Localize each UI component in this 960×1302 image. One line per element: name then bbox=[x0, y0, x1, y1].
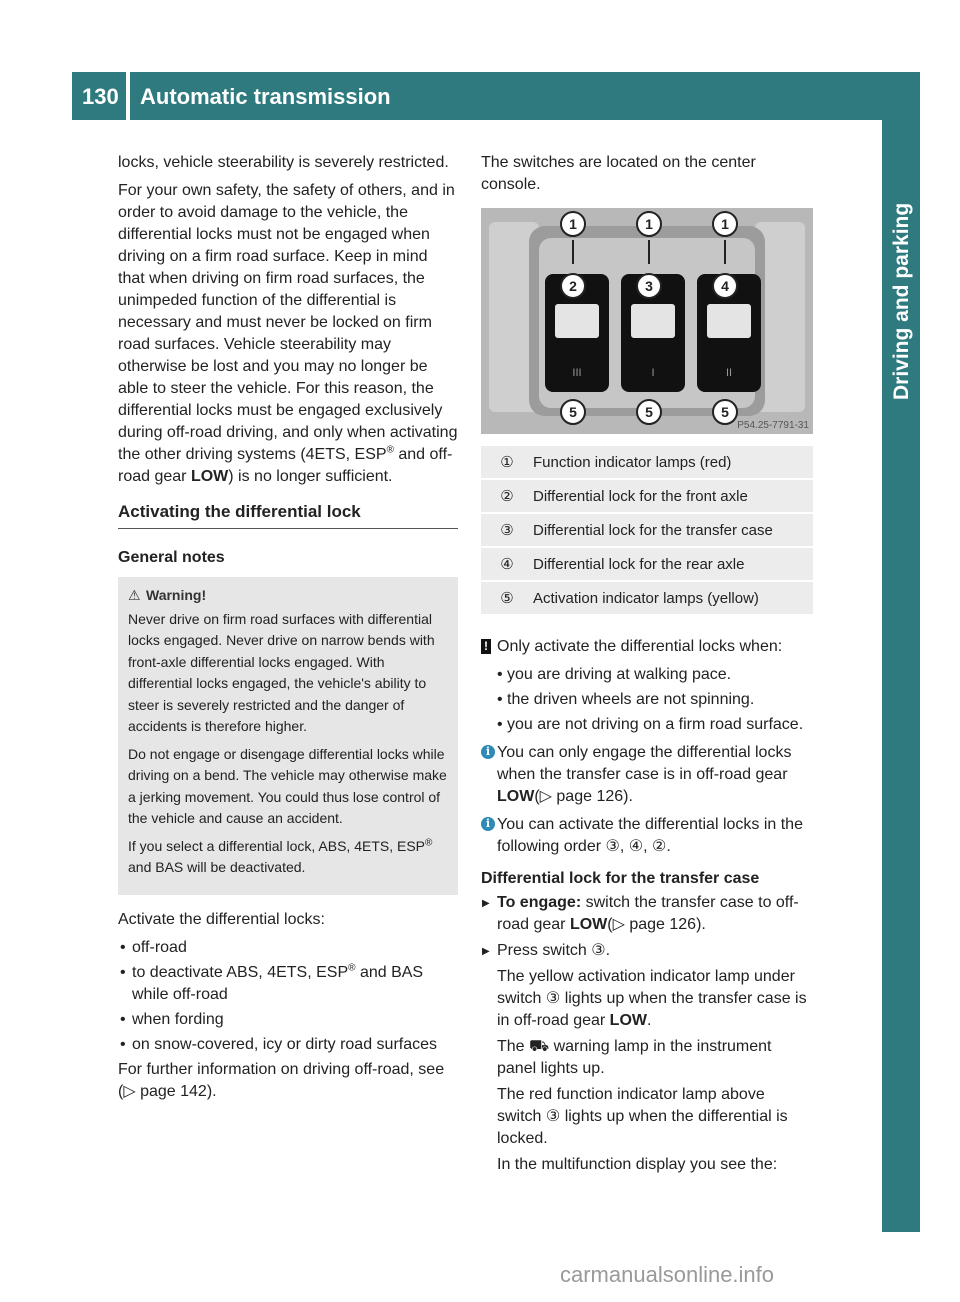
warning-text: If you select a differential lock, ABS, 4ETS, ESP® and BAS will be deactivated. bbox=[128, 836, 433, 875]
left-column bbox=[118, 152, 458, 1109]
info-note: i You can activate the differential locks in the following order ③, ④, ②. bbox=[481, 814, 813, 858]
warning-box bbox=[118, 577, 458, 895]
paragraph: For your own safety, the safety of others, and in order to avoid damage to the vehicle, the differential locks must not be engaged when driving on a firm road surface. Keep in mind that when driving on firm road surfaces, the unimpeded function of the differential is necessary and must never be locked on firm road surfaces. Vehicle steerability may otherwise be lost and you may no longer be able to steer the vehicle. For this reason, the differential locks must be engaged exclusively during off-road driving, and only when activating the other driving systems (4ETS, ESP® and off-road gear LOW) is no longer sufficient. bbox=[118, 182, 458, 485]
callout-5: 5 bbox=[645, 404, 653, 420]
paragraph: The yellow activation indicator lamp under switch ③ lights up when the transfer case is in off-road gear LOW. bbox=[497, 968, 807, 1029]
list-item: • off-road bbox=[118, 937, 458, 959]
legend-row: ① Function indicator lamps (red) bbox=[481, 446, 813, 478]
legend-row: ② Differential lock for the front axle bbox=[481, 480, 813, 512]
info-icon: i bbox=[481, 745, 495, 759]
list-item: • the driven wheels are not spinning. bbox=[495, 689, 813, 711]
legend-row: ⑤ Activation indicator lamps (yellow) bbox=[481, 582, 813, 614]
legend-row: ④ Differential lock for the rear axle bbox=[481, 548, 813, 580]
list-item: • to deactivate ABS, 4ETS, ESP® and BAS while off-road bbox=[118, 962, 458, 1006]
watermark-url: carmanualsonline.info bbox=[560, 1262, 775, 1287]
list-item: • when fording bbox=[118, 1009, 458, 1031]
switch-label: III bbox=[572, 367, 582, 379]
heading-transfer-case: Differential lock for the transfer case bbox=[481, 870, 760, 887]
page-number: 130 bbox=[82, 84, 119, 109]
callout-4: 4 bbox=[721, 278, 729, 294]
paragraph: For further information on driving off-road, see (▷ page 142). bbox=[118, 1060, 445, 1100]
list-item: • on snow-covered, icy or dirty road surfaces bbox=[118, 1034, 458, 1056]
warning-text: Never drive on firm road surfaces with differential locks engaged. Never drive on narrow bends with front-axle differential locks engaged. With differential locks engaged, the vehicle's ability to steer is severely restricted and the danger of accidents is therefore higher. bbox=[128, 610, 435, 734]
exclamation-icon: ! bbox=[481, 639, 491, 654]
chapter-tab bbox=[882, 72, 920, 1232]
paragraph: The ⛟ warning lamp in the instrument panel lights up. bbox=[497, 1038, 772, 1077]
legend-row: ③ Differential lock for the transfer case bbox=[481, 514, 813, 546]
paragraph: In the multifunction display you see the: bbox=[497, 1156, 778, 1173]
switch-panel-photo bbox=[481, 208, 813, 434]
paragraph: The red function indicator lamp above switch ③ lights up when the differential is locked. bbox=[497, 1086, 788, 1147]
step: ▶ To engage: switch the transfer case to off-road gear LOW(▷ page 126). bbox=[481, 892, 813, 936]
callout-2: 2 bbox=[569, 278, 577, 294]
heading-activating: Activating the differential lock bbox=[118, 502, 458, 529]
page-header bbox=[72, 72, 882, 120]
section-title: Automatic transmission bbox=[140, 84, 391, 109]
offroad-warning-lamp-icon: ⛟ bbox=[529, 1038, 550, 1055]
paragraph: locks, vehicle steerability is severely restricted. bbox=[118, 154, 449, 171]
switch-label: II bbox=[725, 367, 733, 379]
paragraph: The switches are located on the center console. bbox=[481, 154, 756, 193]
step: ▶ Press switch ③. bbox=[481, 940, 813, 962]
legend-table bbox=[481, 446, 813, 614]
header-divider bbox=[126, 72, 130, 120]
switch-label: I bbox=[651, 367, 655, 379]
warning-text: Do not engage or disengage differential locks while driving on a bend. The vehicle may otherwise make a jerking movement. You could thus lose control of the vehicle and cause an accident. bbox=[128, 745, 447, 826]
info-icon: i bbox=[481, 817, 495, 831]
callout-5: 5 bbox=[569, 404, 577, 420]
list-item: • you are driving at walking pace. bbox=[495, 664, 813, 686]
heading-general-notes: General notes bbox=[118, 549, 225, 566]
callout-5: 5 bbox=[721, 404, 729, 420]
list-item: • you are not driving on a firm road surface. bbox=[495, 714, 813, 736]
warning-triangle-icon: ⚠ bbox=[128, 587, 141, 603]
caution-note: ! Only activate the differential locks when: bbox=[481, 636, 813, 658]
callout-1: 1 bbox=[645, 216, 653, 232]
chapter-tab-label: Driving and parking bbox=[890, 202, 913, 400]
callout-1: 1 bbox=[721, 216, 729, 232]
callout-1: 1 bbox=[569, 216, 577, 232]
activate-intro: Activate the differential locks: bbox=[118, 910, 325, 928]
callout-3: 3 bbox=[645, 278, 653, 294]
warning-title: ⚠ Warning! bbox=[128, 585, 448, 607]
image-code: P54.25-7791-31 bbox=[737, 420, 809, 431]
info-note: i You can only engage the differential locks when the transfer case is in off-road gear LOW(▷ page 126). bbox=[481, 742, 813, 808]
right-column bbox=[481, 152, 813, 1180]
